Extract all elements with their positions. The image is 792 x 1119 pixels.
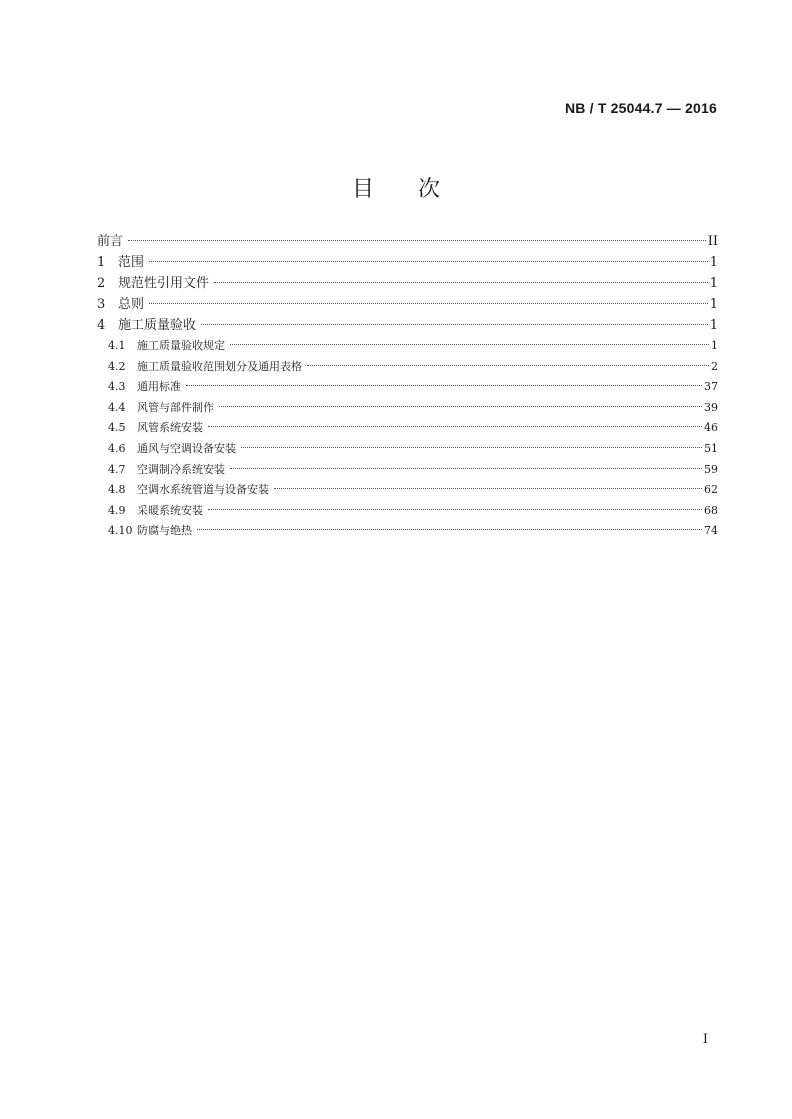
toc-leader (230, 344, 709, 345)
toc-label: 防腐与绝热 (137, 524, 192, 538)
toc-number: 4.5 (108, 421, 126, 435)
toc-label: 前言 (97, 234, 124, 249)
toc-leader (149, 303, 708, 304)
toc-page: 37 (704, 380, 718, 394)
toc-number: 4.4 (108, 400, 126, 414)
toc-number: 4.7 (108, 462, 126, 476)
toc-page: 1 (709, 276, 718, 291)
toc-label: 空调水系统管道与设备安装 (137, 483, 269, 497)
toc-label: 施工质量验收范围划分及通用表格 (137, 359, 302, 373)
toc-label: 风管与部件制作 (137, 400, 214, 414)
toc-label: 风管系统安装 (137, 421, 203, 435)
toc-page: 1 (709, 297, 718, 312)
toc-page: 62 (704, 483, 718, 497)
toc-page: 1 (711, 339, 718, 352)
toc-label: 施工质量验收 (118, 318, 197, 333)
toc-entry-4-1[interactable] (97, 336, 718, 357)
toc-label: 范围 (118, 255, 145, 270)
toc-leader (230, 468, 702, 469)
toc-number: 4.3 (108, 380, 126, 394)
toc-page: 51 (704, 441, 718, 455)
toc-label: 规范性引用文件 (118, 276, 210, 291)
toc-page: 46 (704, 421, 718, 435)
toc-number: 4 (97, 318, 106, 333)
toc-entry-4-6[interactable] (97, 439, 718, 460)
toc-entry-3[interactable] (97, 294, 718, 315)
toc-entry-4-8[interactable] (97, 480, 718, 501)
toc-page: 1 (709, 318, 718, 333)
toc-entry-4-3[interactable] (97, 377, 718, 398)
toc-entry-4-2[interactable] (97, 357, 718, 378)
toc-leader (307, 365, 709, 366)
toc-entry-1[interactable] (97, 252, 718, 273)
toc-label: 总则 (118, 297, 145, 312)
toc-number: 4.6 (108, 441, 126, 455)
toc-leader (241, 447, 702, 448)
toc-page: 39 (704, 400, 718, 414)
toc-leader (208, 426, 702, 427)
toc-entry-4[interactable] (97, 315, 718, 336)
toc-page: 68 (704, 503, 718, 517)
toc-leader (274, 488, 702, 489)
table-of-contents (97, 231, 718, 542)
toc-page: 1 (709, 255, 718, 270)
toc-page: II (707, 234, 718, 249)
toc-leader (214, 282, 708, 283)
toc-leader (186, 385, 702, 386)
toc-label: 采暖系统安装 (137, 503, 203, 517)
toc-leader (219, 406, 702, 407)
toc-number: 4.9 (108, 503, 126, 517)
toc-number: 2 (97, 276, 106, 291)
standard-code: NB / T 25044.7 — 2016 (564, 100, 717, 116)
toc-entry-4-9[interactable] (97, 501, 718, 522)
toc-entry-4-5[interactable] (97, 418, 718, 439)
toc-leader (197, 529, 702, 530)
toc-leader (149, 261, 708, 262)
page-title: 目次 (351, 177, 484, 202)
toc-label: 施工质量验收规定 (137, 339, 225, 352)
toc-number: 4.8 (108, 483, 126, 497)
toc-entry-4-10[interactable] (97, 521, 718, 542)
toc-page: 74 (704, 524, 718, 538)
toc-label: 通用标准 (137, 380, 181, 394)
toc-page: 59 (704, 462, 718, 476)
toc-number: 4.10 (108, 524, 133, 538)
toc-entry-4-4[interactable] (97, 398, 718, 419)
toc-number: 1 (97, 255, 106, 270)
toc-number: 3 (97, 297, 106, 312)
toc-entry-preface[interactable] (97, 231, 718, 252)
toc-entry-4-7[interactable] (97, 460, 718, 481)
toc-leader (201, 324, 708, 325)
toc-leader (208, 509, 702, 510)
toc-number: 4.1 (108, 339, 126, 352)
toc-label: 通风与空调设备安装 (137, 441, 236, 455)
page-number: I (702, 1032, 708, 1047)
toc-leader (128, 240, 706, 241)
toc-label: 空调制冷系统安装 (137, 462, 225, 476)
toc-entry-2[interactable] (97, 273, 718, 294)
toc-number: 4.2 (108, 359, 126, 373)
toc-page: 2 (711, 359, 718, 373)
